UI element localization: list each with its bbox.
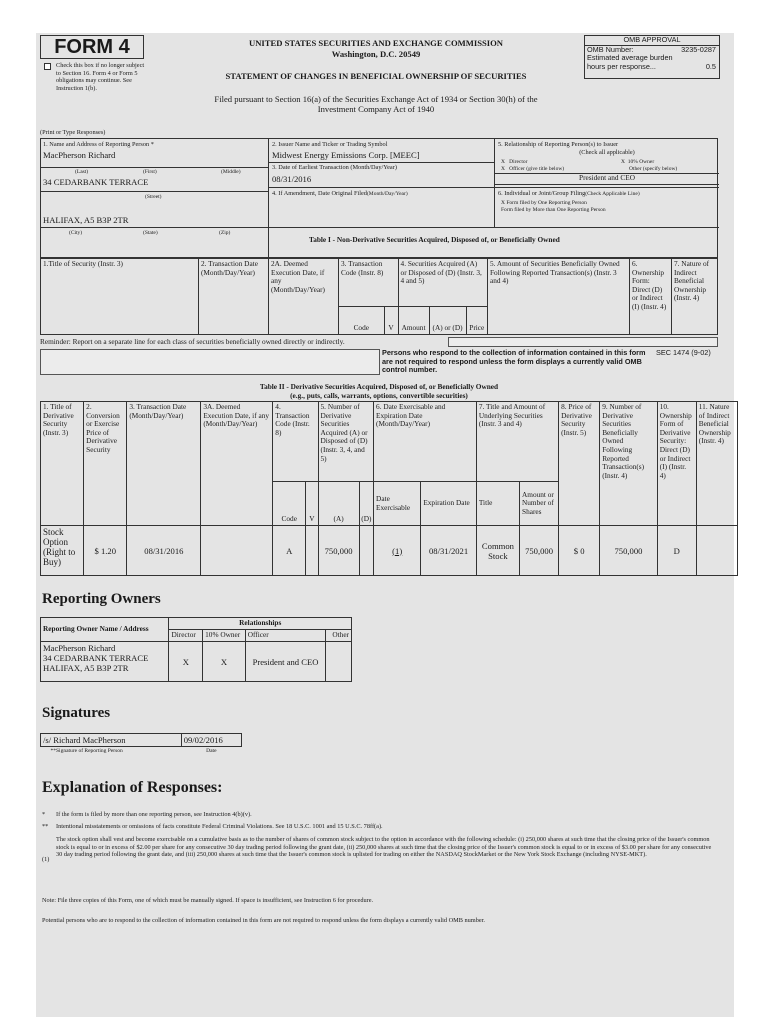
reporting-person-name: MacPherson Richard xyxy=(43,150,116,160)
box6-label: 6. Individual or Joint/Group Filing(Check Applicable Line) xyxy=(498,190,640,197)
t2-expiration-date: Expiration Date xyxy=(421,482,477,526)
relationship-box xyxy=(495,139,719,227)
t2-col3a: 3A. Deemed Execution Date, if any (Month/Day/Year) xyxy=(201,402,273,526)
agency-location: Washington, D.C. 20549 xyxy=(331,49,421,59)
ro-other-val xyxy=(326,642,352,682)
signatures-table xyxy=(40,733,242,761)
signatures-heading: Signatures xyxy=(42,705,111,721)
star1-mark: * xyxy=(42,811,46,818)
ro-relationships: Relationships xyxy=(169,618,352,630)
t1-col2: 2. Transaction Date (Month/Day/Year) xyxy=(199,259,269,335)
note1-text: The stock option shall vest and become exercisable on a cumulative basis as to the number of shares of common stock subject to the option in accordance with the following schedule: (i) 250,000 shares at such time that the closing price of the Issuer's common stock is equal to or in excess of $2.00 per share for any consecutive 30 day trading period following the grant date, (ii) 250,000 shares at such time that the closing price of the Issuer's common stock is equal to or in excess of $3.00 per share for any consecutive 30 day trading period following the grant date, and (iii) 250,000 shares at such time that the Issuer's common stock is uplisted for trading on either the NASDAQ StockMarket or the New York Stock Exchange (including NYSE-MKT). xyxy=(56,836,712,858)
reminder-text: Reminder: Report on a separate line for each class of securities beneficially owned directly or indirectly. xyxy=(40,337,345,346)
agency-name: UNITED STATES SECURITIES AND EXCHANGE COMMISSION xyxy=(249,38,503,48)
t2-row-underlying-amount: 750,000 xyxy=(520,526,559,576)
note1-mark: (1) xyxy=(42,856,50,863)
t1-a-or-d: (A) or (D) xyxy=(429,307,466,335)
table1 xyxy=(40,258,718,335)
t2-row-acquired: 750,000 xyxy=(318,526,359,576)
sec-code: SEC 1474 (9-02) xyxy=(656,348,711,357)
print-note: (Print or Type Responses) xyxy=(40,129,106,136)
t2-row-expiration: 08/31/2021 xyxy=(421,526,477,576)
signature-label: **Signature of Reporting Person xyxy=(50,748,123,754)
t1-col7: 7. Nature of Indirect Beneficial Ownership (Instr. 4) xyxy=(672,259,718,335)
star1-text: If the form is filed by more than one reporting person, see Instruction 4(b)(v). xyxy=(56,811,252,818)
zip-label: (Zip) xyxy=(219,230,231,236)
officer-check: X Officer (give title below) xyxy=(501,166,565,172)
signature-date: 09/02/2016 xyxy=(181,734,241,747)
signature-value: /s/ Richard MacPherson xyxy=(41,734,182,747)
t2-row-form: D xyxy=(657,526,696,576)
t2-row-exercisable[interactable]: (1) xyxy=(374,526,421,576)
ro-officer-val: President and CEO xyxy=(245,642,326,682)
t2-amount-h: Amount or Number of Shares xyxy=(520,482,559,526)
reporting-person-street: 34 CEDARBANK TERRACE xyxy=(43,177,149,187)
t2-col9: 9. Number of Derivative Securities Beneficially Owned Following Reported Transaction(s) (Instr. 4) xyxy=(600,402,658,526)
t1-col6: 6. Ownership Form: Direct (D) or Indirect (I) (Instr. 4) xyxy=(630,259,672,335)
form-label: FORM 4 xyxy=(40,35,144,59)
reporting-owners-table xyxy=(40,617,352,682)
ro-owner-city: HALIFAX, A5 B3P 2TR xyxy=(43,663,129,673)
omb-number-label: OMB Number: xyxy=(587,44,634,54)
persons-notice: Persons who respond to the collection of information contained in this form are not required to respond unless the form displays a currently valid OMB control number. xyxy=(382,348,646,375)
omb-approval-box xyxy=(584,35,720,79)
box1-label: 1. Name and Address of Reporting Person * xyxy=(43,141,154,148)
omb-hours: 0.5 xyxy=(705,61,716,71)
table2-subtitle: (e.g., puts, calls, warrants, options, convertible securities) xyxy=(290,391,468,400)
blank-box xyxy=(40,349,380,375)
t2-title-h: Title xyxy=(476,482,519,526)
signature-date-label: Date xyxy=(206,748,217,754)
other-check: Other (specify below) xyxy=(629,166,678,172)
t2-d: (D) xyxy=(359,482,373,526)
ro-data-row xyxy=(41,642,352,682)
t2-col8: 8. Price of Derivative Security (Instr. 5) xyxy=(559,402,600,526)
top-info-grid xyxy=(40,138,718,258)
t2-col2: 2. Conversion or Exercise Price of Derivative Security xyxy=(84,402,127,526)
no-longer-subject-text: Check this box if no longer subject to Section 16. Form 4 or Form 5 obligations may continue. See Instruction 1(b). xyxy=(56,62,145,92)
t2-col7: 7. Title and Amount of Underlying Securities (Instr. 3 and 4) xyxy=(476,402,558,482)
reporting-person-city: HALIFAX, A5 B3P 2TR xyxy=(43,215,129,225)
t1-v: V xyxy=(384,307,398,335)
owner10-check: X 10% Owner xyxy=(621,159,655,165)
form4-page xyxy=(36,33,734,1017)
omb-burden-label: Estimated average burden xyxy=(587,53,673,63)
box5-sub: (Check all applicable) xyxy=(579,149,635,156)
t2-col10: 10. Ownership Form of Derivative Security: Direct (D) or Indirect (I) (Instr. 4) xyxy=(657,402,696,526)
t2-col1: 1. Title of Derivative Security (Instr. 3) xyxy=(41,402,84,526)
reporting-person-box xyxy=(41,139,269,259)
t2-v: V xyxy=(306,482,318,526)
reporting-owners-heading: Reporting Owners xyxy=(42,591,161,607)
first-label: (First) xyxy=(143,169,157,175)
t1-col3: 3. Transaction Code (Instr. 8) xyxy=(339,259,399,307)
ro-officer-h: Officer xyxy=(245,630,326,642)
more-person-check: Form filed by More than One Reporting Person xyxy=(501,207,606,213)
note-copies: Note: File three copies of this Form, one of which must be manually signed. If space is insufficient, see Instruction 6 for procedure. xyxy=(42,897,374,904)
t2-date-exercisable: Date Exercisable xyxy=(374,482,421,526)
t2-col5: 5. Number of Derivative Securities Acquired (A) or Disposed of (D) (Instr. 3, 4, and 5) xyxy=(318,402,374,482)
star2-text: Intentional misstatements or omissions of facts constitute Federal Criminal Violations. See 18 U.S.C. 1001 and 15 U.S.C. 78ff(a). xyxy=(56,823,383,830)
t1-amount: Amount xyxy=(398,307,429,335)
t1-price: Price xyxy=(466,307,487,335)
t2-row-underlying-title: Common Stock xyxy=(476,526,519,576)
ro-owner10-h: 10% Owner xyxy=(203,630,246,642)
t2-code: Code xyxy=(273,482,306,526)
street-label: (Street) xyxy=(145,194,162,200)
filed-line-1: Filed pursuant to Section 16(a) of the Securities Exchange Act of 1934 or Section 30(h) of the xyxy=(214,94,538,104)
ro-director-val: X xyxy=(169,642,203,682)
t1-col1: 1.Title of Security (Instr. 3) xyxy=(41,259,199,335)
ro-owner-address xyxy=(41,642,169,682)
t2-row-price: $ 0 xyxy=(559,526,600,576)
t2-row-disposed xyxy=(359,526,373,576)
t2-row-v xyxy=(306,526,318,576)
ro-col-name: Reporting Owner Name / Address xyxy=(41,618,169,642)
box4-label: 4. If Amendment, Date Original Filed(Month/Day/Year) xyxy=(272,190,408,197)
omb-number: 3235-0287 xyxy=(681,44,716,54)
t1-code: Code xyxy=(339,307,385,335)
ro-owner10-val: X xyxy=(203,642,246,682)
filed-line-2: Investment Company Act of 1940 xyxy=(317,104,435,114)
explanation-heading: Explanation of Responses: xyxy=(42,779,223,796)
ro-director-h: Director xyxy=(169,630,203,642)
t2-col3: 3. Transaction Date (Month/Day/Year) xyxy=(127,402,201,526)
middle-label: (Middle) xyxy=(221,169,241,175)
ro-owner-street: 34 CEDARBANK TERRACE xyxy=(43,653,149,663)
t2-row-code: A xyxy=(273,526,306,576)
t2-row-date: 08/31/2016 xyxy=(127,526,201,576)
t2-row-title: Stock Option (Right to Buy) xyxy=(41,526,84,576)
table2-title: Table II - Derivative Securities Acquired, Disposed of, or Beneficially Owned xyxy=(259,382,499,391)
no-longer-subject-checkbox[interactable] xyxy=(44,63,51,70)
t2-row-deemed xyxy=(201,526,273,576)
reminder-box xyxy=(448,337,718,347)
t2-col4: 4. Transaction Code (Instr. 8) xyxy=(273,402,318,482)
star2-mark: ** xyxy=(42,823,49,830)
box2-label: 2. Issuer Name and Ticker or Trading Symbol xyxy=(272,141,388,148)
potential-persons: Potential persons who are to respond to the collection of information contained in this form are not required to respond unless the form displays a currently valid OMB number. xyxy=(42,917,485,924)
t1-col2a: 2A. Deemed Execution Date, if any (Month/Day/Year) xyxy=(269,259,339,335)
table1-title: Table I - Non-Derivative Securities Acquired, Disposed of, or Beneficially Owned xyxy=(269,227,719,259)
one-person-check: X Form filed by One Reporting Person xyxy=(501,200,587,206)
t2-col6: 6. Date Exercisable and Expiration Date (Month/Day/Year) xyxy=(374,402,477,482)
issuer-box xyxy=(269,139,495,227)
omb-hours-label: hours per response... xyxy=(587,61,656,71)
city-label: (City) xyxy=(69,230,83,236)
t2-data-row xyxy=(41,526,738,576)
box3-label: 3. Date of Earliest Transaction (Month/Day/Year) xyxy=(272,164,397,171)
director-check: X Director xyxy=(501,159,528,165)
t2-row-nature xyxy=(696,526,737,576)
issuer-name: Midwest Energy Emissions Corp. [MEEC] xyxy=(272,150,420,160)
t2-row-owned-after: 750,000 xyxy=(600,526,658,576)
state-label: (State) xyxy=(143,230,158,236)
ro-other-h: Other xyxy=(326,630,352,642)
table2 xyxy=(40,401,738,576)
officer-title: President and CEO xyxy=(495,173,719,185)
earliest-transaction-date: 08/31/2016 xyxy=(272,174,312,184)
box5-label: 5. Relationship of Reporting Person(s) to Issuer xyxy=(498,141,619,148)
ro-owner-name: MacPherson Richard xyxy=(43,643,116,653)
statement-title: STATEMENT OF CHANGES IN BENEFICIAL OWNERSHIP OF SECURITIES xyxy=(225,71,527,81)
last-label: (Last) xyxy=(75,169,89,175)
t1-col5: 5. Amount of Securities Beneficially Owned Following Reported Transaction(s) (Instr. 3 and 4) xyxy=(488,259,630,335)
t2-col11: 11. Nature of Indirect Beneficial Ownership (Instr. 4) xyxy=(696,402,737,526)
t2-row-conversion: $ 1.20 xyxy=(84,526,127,576)
t2-a: (A) xyxy=(318,482,359,526)
omb-title: OMB APPROVAL xyxy=(585,36,719,46)
t1-col4: 4. Securities Acquired (A) or Disposed of (D) (Instr. 3, 4 and 5) xyxy=(398,259,487,307)
